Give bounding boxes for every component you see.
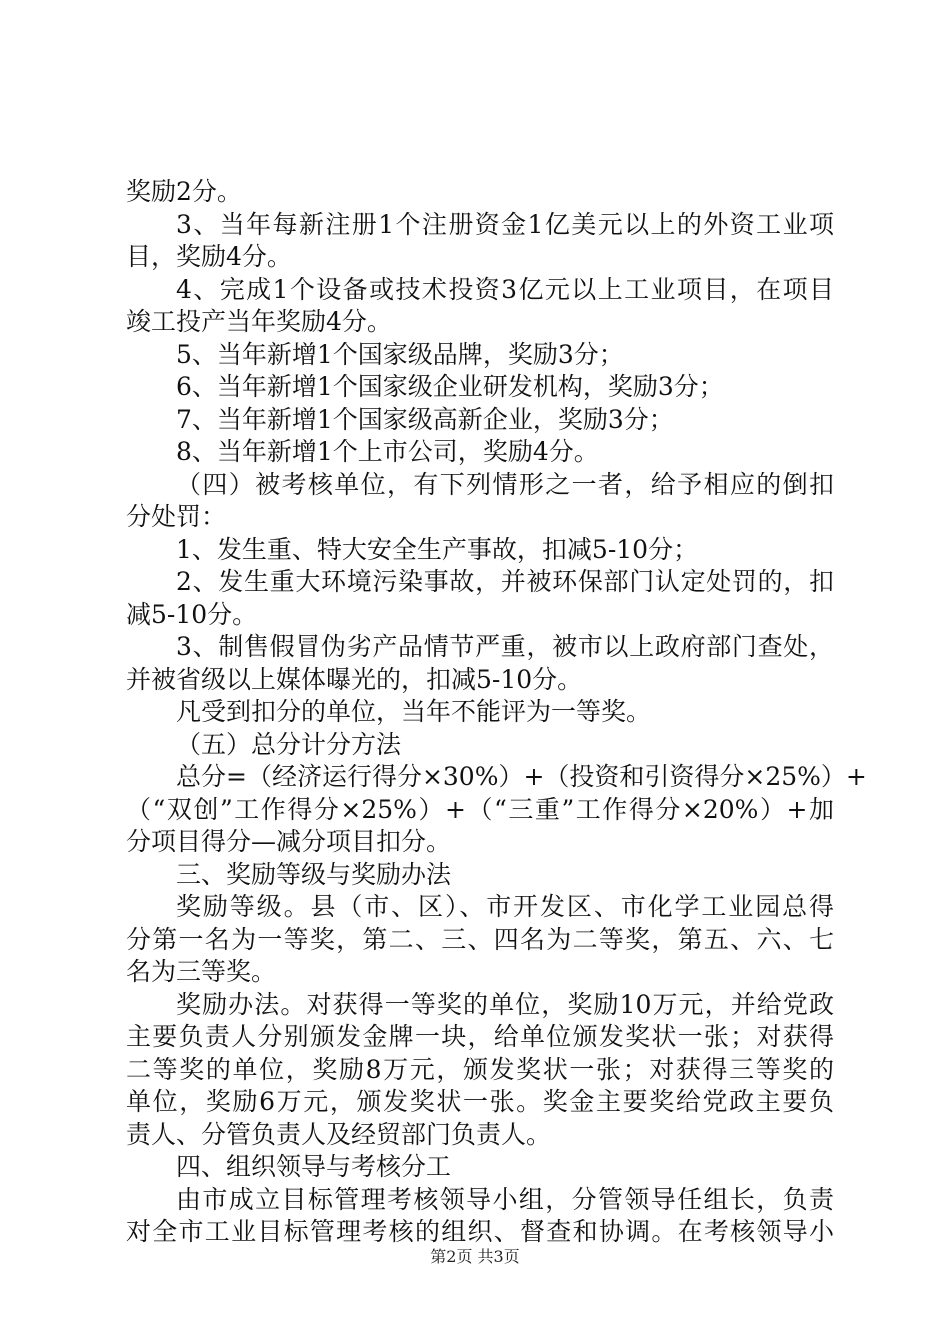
text-line: 2、发生重大环境污染事故，并被环保部门认定处罚的，扣 xyxy=(176,567,834,596)
text-line: 凡受到扣分的单位，当年不能评为一等奖。 xyxy=(176,697,652,726)
text-line: 6、当年新增1个国家级企业研发机构，奖励3分； xyxy=(176,372,724,401)
text-line: 目，奖励4分。 xyxy=(126,242,292,271)
text-line: 3、制售假冒伪劣产品情节严重，被市以上政府部门查处， xyxy=(176,632,834,661)
text-line: 单位，奖励6万元，颁发奖状一张。奖金主要奖给党政主要负 xyxy=(126,1087,834,1116)
text-line: 由市成立目标管理考核领导小组，分管领导任组长，负责 xyxy=(176,1184,834,1214)
text-line: 奖励等级。县（市、区）、市开发区、市化学工业园总得 xyxy=(176,892,834,921)
text-line: （五）总分计分方法 xyxy=(176,729,402,759)
text-line: 总分=（经济运行得分×30%）+（投资和引资得分×25%）+ xyxy=(176,762,867,791)
text-line: 竣工投产当年奖励4分。 xyxy=(126,307,392,336)
text-line: 分项目得分—减分项目扣分。 xyxy=(126,827,452,856)
text-line: 7、当年新增1个国家级高新企业，奖励3分； xyxy=(176,404,674,434)
text-line: 1、发生重、特大安全生产事故，扣减5-10分； xyxy=(176,534,699,564)
text-line: （四）被考核单位，有下列情形之一者，给予相应的倒扣 xyxy=(176,469,834,499)
text-line: 名为三等奖。 xyxy=(126,957,277,986)
text-line: 奖励办法。对获得一等奖的单位，奖励10万元，并给党政 xyxy=(176,989,834,1019)
text-line: 4、完成1个设备或技术投资3亿元以上工业项目，在项目 xyxy=(176,274,834,304)
text-line: 5、当年新增1个国家级品牌，奖励3分； xyxy=(176,339,624,369)
text-line: 四、组织领导与考核分工 xyxy=(176,1152,452,1181)
text-line: 分处罚： xyxy=(126,502,227,531)
text-line: 责人、分管负责人及经贸部门负责人。 xyxy=(126,1119,552,1149)
text-line: 分第一名为一等奖，第二、三、四名为二等奖，第五、六、七 xyxy=(126,924,834,954)
text-line: 二等奖的单位，奖励8万元，颁发奖状一张；对获得三等奖的 xyxy=(126,1054,834,1084)
body-text xyxy=(126,176,867,1249)
page-footer xyxy=(0,1244,950,1267)
text-line: 奖励2分。 xyxy=(126,177,242,206)
text-line: 减5-10分。 xyxy=(126,599,258,629)
page-number: 第2页 共3页 xyxy=(430,1247,520,1266)
text-line: 并被省级以上媒体曝光的，扣减5-10分。 xyxy=(126,664,583,694)
text-line: 对全市工业目标管理考核的组织、督查和协调。在考核领导小 xyxy=(126,1217,834,1246)
text-line: （“双创”工作得分×25%）+（“三重”工作得分×20%）+加 xyxy=(126,794,834,824)
text-line: 3、当年每新注册1个注册资金1亿美元以上的外资工业项 xyxy=(176,209,834,239)
text-line: 8、当年新增1个上市公司，奖励4分。 xyxy=(176,437,599,466)
text-line: 三、奖励等级与奖励办法 xyxy=(176,859,452,889)
text-line: 主要负责人分别颁发金牌一块，给单位颁发奖状一张；对获得 xyxy=(126,1022,834,1051)
